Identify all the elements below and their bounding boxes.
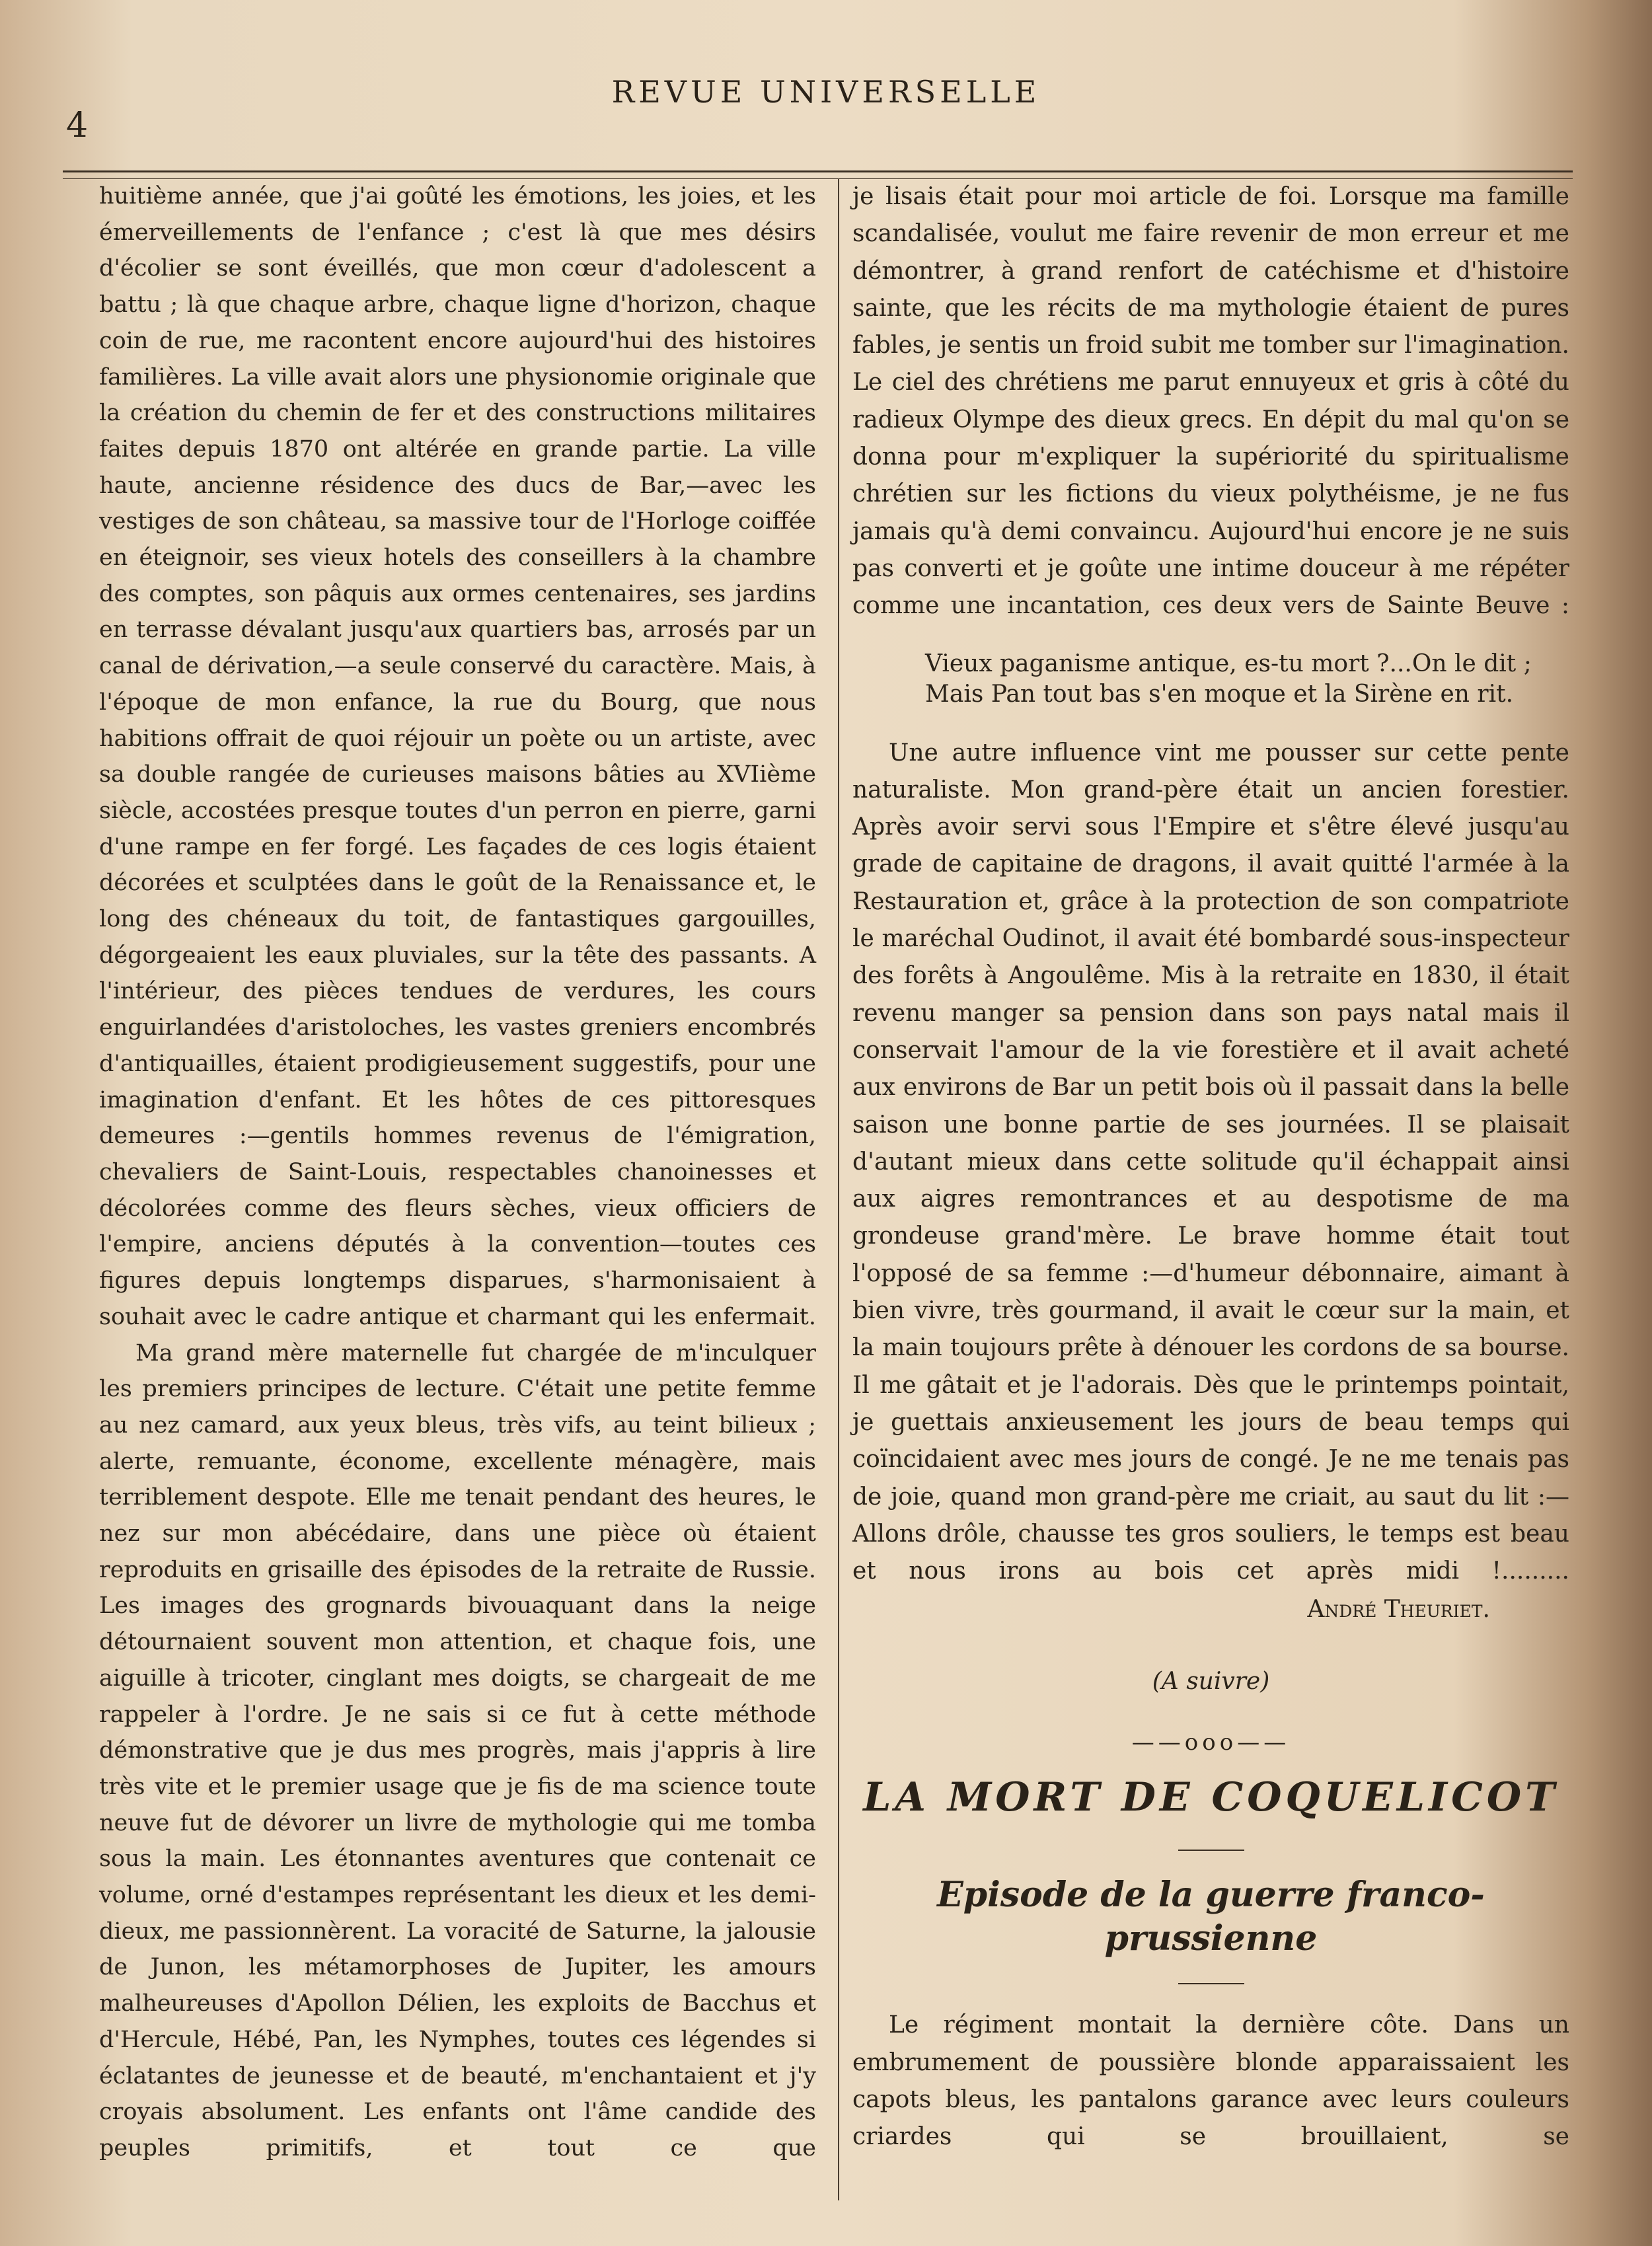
left-column [99, 178, 816, 2167]
subtitle-rule [1178, 1983, 1244, 1984]
to-be-continued: (A suivre) [1152, 1667, 1270, 1695]
title-rule [1178, 1850, 1244, 1851]
page-number: 4 [66, 106, 89, 145]
verse-quote [852, 649, 1569, 710]
verse-line-2: Mais Pan tout bas s'en moque et la Sirène en rit. [925, 680, 1514, 708]
author-signature: André Theuriet. [1307, 1596, 1490, 1624]
left-paragraph-2: Ma grand mère maternelle fut chargée de m'inculquer les premiers principes de lecture. C'était une petite femme au nez camard, aux yeux bleus, très vifs, au teint bilieux ; alerte, remuante, économe, excellente ménagère, mais terriblement despote. Elle me tenait pendant des heures, le nez sur mon abécédaire, dans une pièce où étaient reproduits en grisaille des épisodes de la retraite de Russie. Les images des grognards bivouaquant dans la neige détournaient souvent mon attention, et chaque fois, une aiguille à tricoter, cinglant mes doigts, se chargeait de me rappeler à l'ordre. Je ne sais si ce fut à cette méthode démonstrative que je dus mes progrès, mais j'appris à lire très vite et le premier usage que je fis de ma science toute neuve fut de dévorer un livre de mythologie qui me tomba sous la main. Les étonnantes aventures que contenait ce volume, orné d'estampes représentant les dieux et les demi-dieux, me passionnèrent. La voracité de Saturne, la jalousie de Junon, les métamorphoses de Jupiter, les amours malheureuses d'Apollon Délien, les exploits de Bacchus et d'Hercule, Hébé, Pan, les Nymphes, toutes ces légendes si éclatantes de jeunesse et de beauté, m'enchantaient et j'y croyais absolument. Les enfants ont l'âme candide des peuples primitifs, et tout ce que [99, 1339, 816, 2161]
section-ornament: ——ooo—— [1131, 1729, 1291, 1756]
header-rule [63, 170, 1573, 172]
running-title: REVUE UNIVERSELLE [611, 74, 1041, 110]
story-paragraph: Le régiment montait la dernière côte. Dans un embrumement de poussière blonde apparaissaient les capots bleus, les pantalons garance avec leurs couleurs criardes qui se brouillaient, se [852, 2011, 1569, 2151]
story-subtitle: Episode de la guerre franco-prussienne [937, 1875, 1485, 1959]
left-paragraph-1: huitième année, que j'ai goûté les émotions, les joies, et les émerveillements de l'enfance ; c'est là que mes désirs d'écolier se sont éveillés, que mon cœur d'adolescent a battu ; là que chaque arbre, chaque ligne d'horizon, chaque coin de rue, me racontent encore aujourd'hui des histoires familières. La ville avait alors une physionomie originale que la création du chemin de fer et des constructions militaires faites depuis 1870 ont altérée en grande partie. La ville haute, ancienne résidence des ducs de Bar,—avec les vestiges de son château, sa massive tour de l'Horloge coiffée en éteignoir, ses vieux hotels des conseillers à la chambre des comptes, son pâquis aux ormes centenaires, ses jardins en terrasse dévalant jusqu'aux quartiers bas, arrosés par un canal de dérivation,—a seule conservé du caractère. Mais, à l'époque de mon enfance, la rue du Bourg, que nous habitions offrait de quoi réjouir un poète ou un artiste, avec sa double rangée de curieuses maisons bâties au XVIième siècle, accostées presque toutes d'un perron en pierre, garni d'une rampe en fer forgé. Les façades de ces logis étaient décorées et sculptées dans le goût de la Renaissance et, le long des chéneaux du toit, de fantastiques gargouilles, dégorgeaient les eaux pluviales, sur la tête des passants. A l'intérieur, des pièces tendues de verdures, les cours enguirlandées d'aristoloches, les vastes greniers encombrés d'antiquailles, étaient prodigieusement suggestifs, pour une imagination d'enfant. Et les hôtes de ces pittoresques demeures :—gentils hommes revenus de l'émigration, chevaliers de Saint-Louis, respectables chanoinesses et décolorées comme des fleurs sèches, vieux officiers de l'empire, anciens députés à la convention—toutes ces figures depuis longtemps disparues, s'harmonisaient à souhait avec le cadre antique et charmant qui les enfermait. [99, 183, 816, 1330]
verse-line-1: Vieux paganisme antique, es-tu mort ?...On le dit ; [925, 650, 1532, 677]
right-column [852, 178, 1569, 2155]
right-paragraph-2: Une autre influence vint me pousser sur cette pente naturaliste. Mon grand-père était un ancien forestier. Après avoir servi sous l'Empire et s'être élevé jusqu'au grade de capitaine de dragons, il avait quitté l'armée à la Restauration et, grâce à la protection de son compatriote le maréchal Oudinot, il avait été bombardé sous-inspecteur des forêts à Angoulême. Mis à la retraite en 1830, il était revenu manger sa pension dans son pays natal mais il conservait l'amour de la vie forestière et il avait acheté aux environs de Bar un petit bois où il passait dans la belle saison une bonne partie de ses journées. Il se plaisait d'autant mieux dans cette solitude qu'il échappait ainsi aux aigres remontrances et au despotisme de ma grondeuse grand'mère. Le brave homme était tout l'opposé de sa femme :—d'humeur débonnaire, aimant à bien vivre, très gourmand, il avait le cœur sur la main, et la main toujours prête à dénouer les cordons de sa bourse. Il me gâtait et je l'adorais. Dès que le printemps pointait, je guettais anxieusement les jours de beau temps qui coïncidaient avec mes jours de congé. Je ne me tenais pas de joie, quand mon grand-père me criait, au saut du lit :—Allons drôle, chausse tes gros souliers, le temps est beau et nous irons au bois cet après midi !......... [852, 739, 1569, 1585]
column-divider [838, 178, 839, 2200]
story-title: LA MORT DE COQUELICOT [863, 1774, 1559, 1821]
right-paragraph-1: je lisais était pour moi article de foi. Lorsque ma famille scandalisée, voulut me faire revenir de mon erreur et me démontrer, à grand renfort de catéchisme et d'histoire sainte, que les récits de ma mythologie étaient de pures fables, je sentis un froid subit me tomber sur l'imagination. Le ciel des chrétiens me parut ennuyeux et gris à côté du radieux Olympe des dieux grecs. En dépit du mal qu'on se donna pour m'expliquer la supériorité du spiritualisme chrétien sur les fictions du vieux polythéisme, je ne fus jamais qu'à demi convaincu. Aujourd'hui encore je ne suis pas converti et je goûte une intime douceur à me répéter comme une incantation, ces deux vers de Sainte Beuve : [852, 183, 1569, 620]
